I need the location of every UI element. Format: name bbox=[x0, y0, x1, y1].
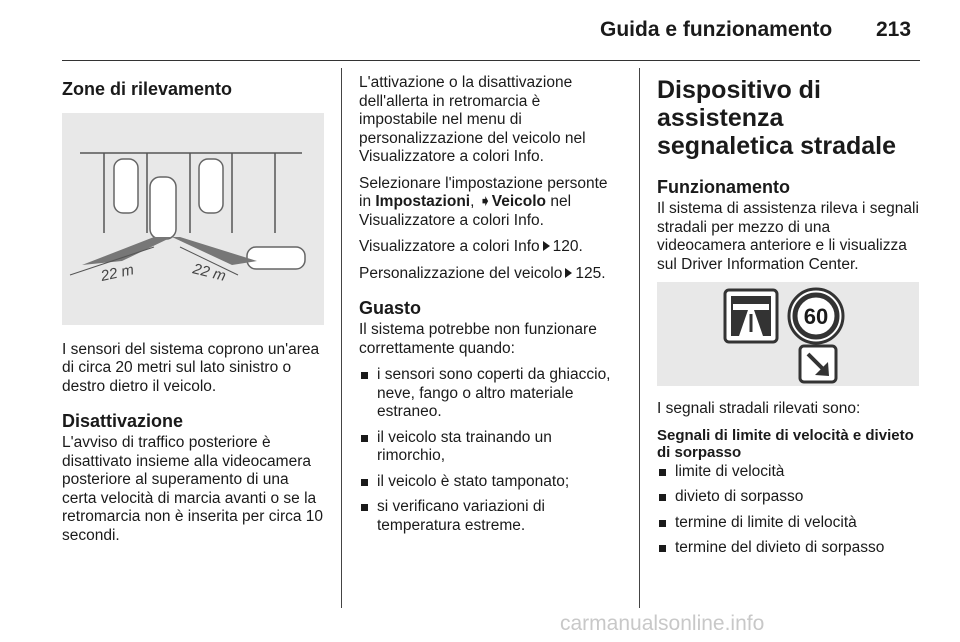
list-heading-speed-overtaking: Segnali di limite di velocità e divieto di sorpasso bbox=[657, 426, 914, 461]
fault-list bbox=[359, 366, 621, 535]
direction-arrow-sign-icon bbox=[800, 346, 836, 382]
parking-diagram bbox=[62, 113, 324, 325]
vehicle-personalization-label: Personalizzazione del veicolo bbox=[359, 264, 563, 282]
list-item-text: si verificano variazioni di temperatura estreme. bbox=[377, 498, 545, 534]
vehicle-menu-label: Veicolo bbox=[491, 193, 547, 210]
bullet-icon bbox=[659, 469, 666, 476]
detected-signs-intro: I segnali stradali rilevati sono: bbox=[657, 400, 861, 417]
settings-path-intro: Selezionare l'impostazione personte in bbox=[359, 174, 608, 210]
bullet-icon bbox=[361, 504, 368, 511]
column-3 bbox=[657, 76, 919, 565]
page-number: 213 bbox=[876, 18, 912, 41]
vehicle-personalization-reference bbox=[359, 265, 621, 284]
list-item bbox=[359, 429, 621, 466]
operation-text: Il sistema di assistenza rileva i segnali stradali per mezzo di una videocamera anteriore e li visualizza sul Driver Information Center. bbox=[657, 200, 919, 273]
section-heading-traffic-sign-assistant: Dispositivo di assistenza segnaletica stradale bbox=[657, 76, 897, 160]
detection-zones-text: I sensori del sistema coprono un'area di circa 20 metri sul lato sinistro o destro dietro il veicolo. bbox=[62, 340, 320, 395]
list-item bbox=[657, 488, 919, 507]
list-item bbox=[359, 498, 621, 535]
list-item-text: il veicolo sta trainando un rimorchio, bbox=[377, 428, 552, 464]
fault-intro-text: Il sistema potrebbe non funzionare correttamente quando: bbox=[359, 321, 597, 357]
list-item bbox=[657, 539, 919, 558]
list-item-text: i sensori sono coperti da ghiaccio, neve, fango o altro materiale estraneo. bbox=[377, 366, 611, 420]
list-item-text: termine di limite di velocità bbox=[675, 513, 857, 531]
section-heading-detection-zones: Zone di rilevamento bbox=[62, 79, 233, 99]
settings-path-separator: , bbox=[470, 193, 479, 210]
column-2 bbox=[359, 74, 621, 542]
traffic-signs-illustration bbox=[657, 282, 919, 386]
info-display-reference-label: Visualizzatore a colori Info bbox=[359, 238, 540, 255]
list-item bbox=[657, 514, 919, 533]
speed-limit-value: 60 bbox=[803, 304, 829, 329]
section-heading-fault: Guasto bbox=[359, 298, 422, 318]
list-item bbox=[359, 366, 621, 422]
column-1 bbox=[62, 80, 324, 553]
watermark: carmanualsonline.info bbox=[560, 612, 765, 635]
deactivation-text: L'avviso di traffico posteriore è disattivato insieme alla videocamera posteriore al superamento di una certa velocità di marcia avanti o se la retromarcia non è inserita per circa 10 secondi. bbox=[62, 434, 324, 544]
bullet-icon bbox=[361, 435, 368, 442]
info-display-page: 120. bbox=[552, 238, 583, 255]
detection-distance-label-left: 22 m bbox=[99, 260, 136, 285]
page-header-title: Guida e funzionamento bbox=[600, 18, 833, 41]
list-item-text: limite di velocità bbox=[675, 462, 785, 480]
traffic-signs-figure bbox=[657, 282, 919, 386]
list-item bbox=[359, 473, 621, 492]
speed-limit-sign-icon bbox=[789, 289, 843, 343]
bullet-icon bbox=[659, 545, 666, 552]
settings-path-outro: nel Visualizzatore a colori Info. bbox=[359, 193, 572, 229]
vehicle-personalization-page: 125. bbox=[575, 264, 606, 282]
activation-text: L'attivazione o la disattivazione dell'allerta in retromarcia è impostabile nel menu di personalizzazione del veicolo nel Visualizzatore a colori Info. bbox=[359, 74, 586, 165]
section-heading-deactivation: Disattivazione bbox=[62, 411, 184, 431]
list-item-text: termine del divieto di sorpasso bbox=[675, 539, 885, 556]
detection-zones-figure bbox=[62, 113, 324, 325]
section-heading-operation: Funzionamento bbox=[657, 177, 790, 197]
page-reference-icon bbox=[565, 268, 572, 278]
settings-menu-label: Impostazioni bbox=[375, 193, 471, 210]
bullet-icon bbox=[361, 479, 368, 486]
menu-arrow-icon: ➧ bbox=[478, 193, 492, 210]
page-reference-icon bbox=[543, 241, 550, 251]
motorway-sign-icon bbox=[725, 290, 777, 342]
detected-signs-list bbox=[657, 463, 919, 558]
list-item bbox=[657, 463, 919, 482]
header-rule bbox=[62, 60, 920, 61]
settings-path-text bbox=[359, 175, 621, 231]
detection-distance-label-right: 22 m bbox=[191, 259, 228, 285]
bullet-icon bbox=[659, 520, 666, 527]
column-divider-right bbox=[639, 68, 640, 608]
list-item-text: il veicolo è stato tamponato; bbox=[377, 472, 570, 490]
bullet-icon bbox=[361, 372, 368, 379]
bullet-icon bbox=[659, 494, 666, 501]
list-item-text: divieto di sorpasso bbox=[675, 488, 804, 505]
column-divider-left bbox=[341, 68, 342, 608]
info-display-reference bbox=[359, 238, 621, 257]
